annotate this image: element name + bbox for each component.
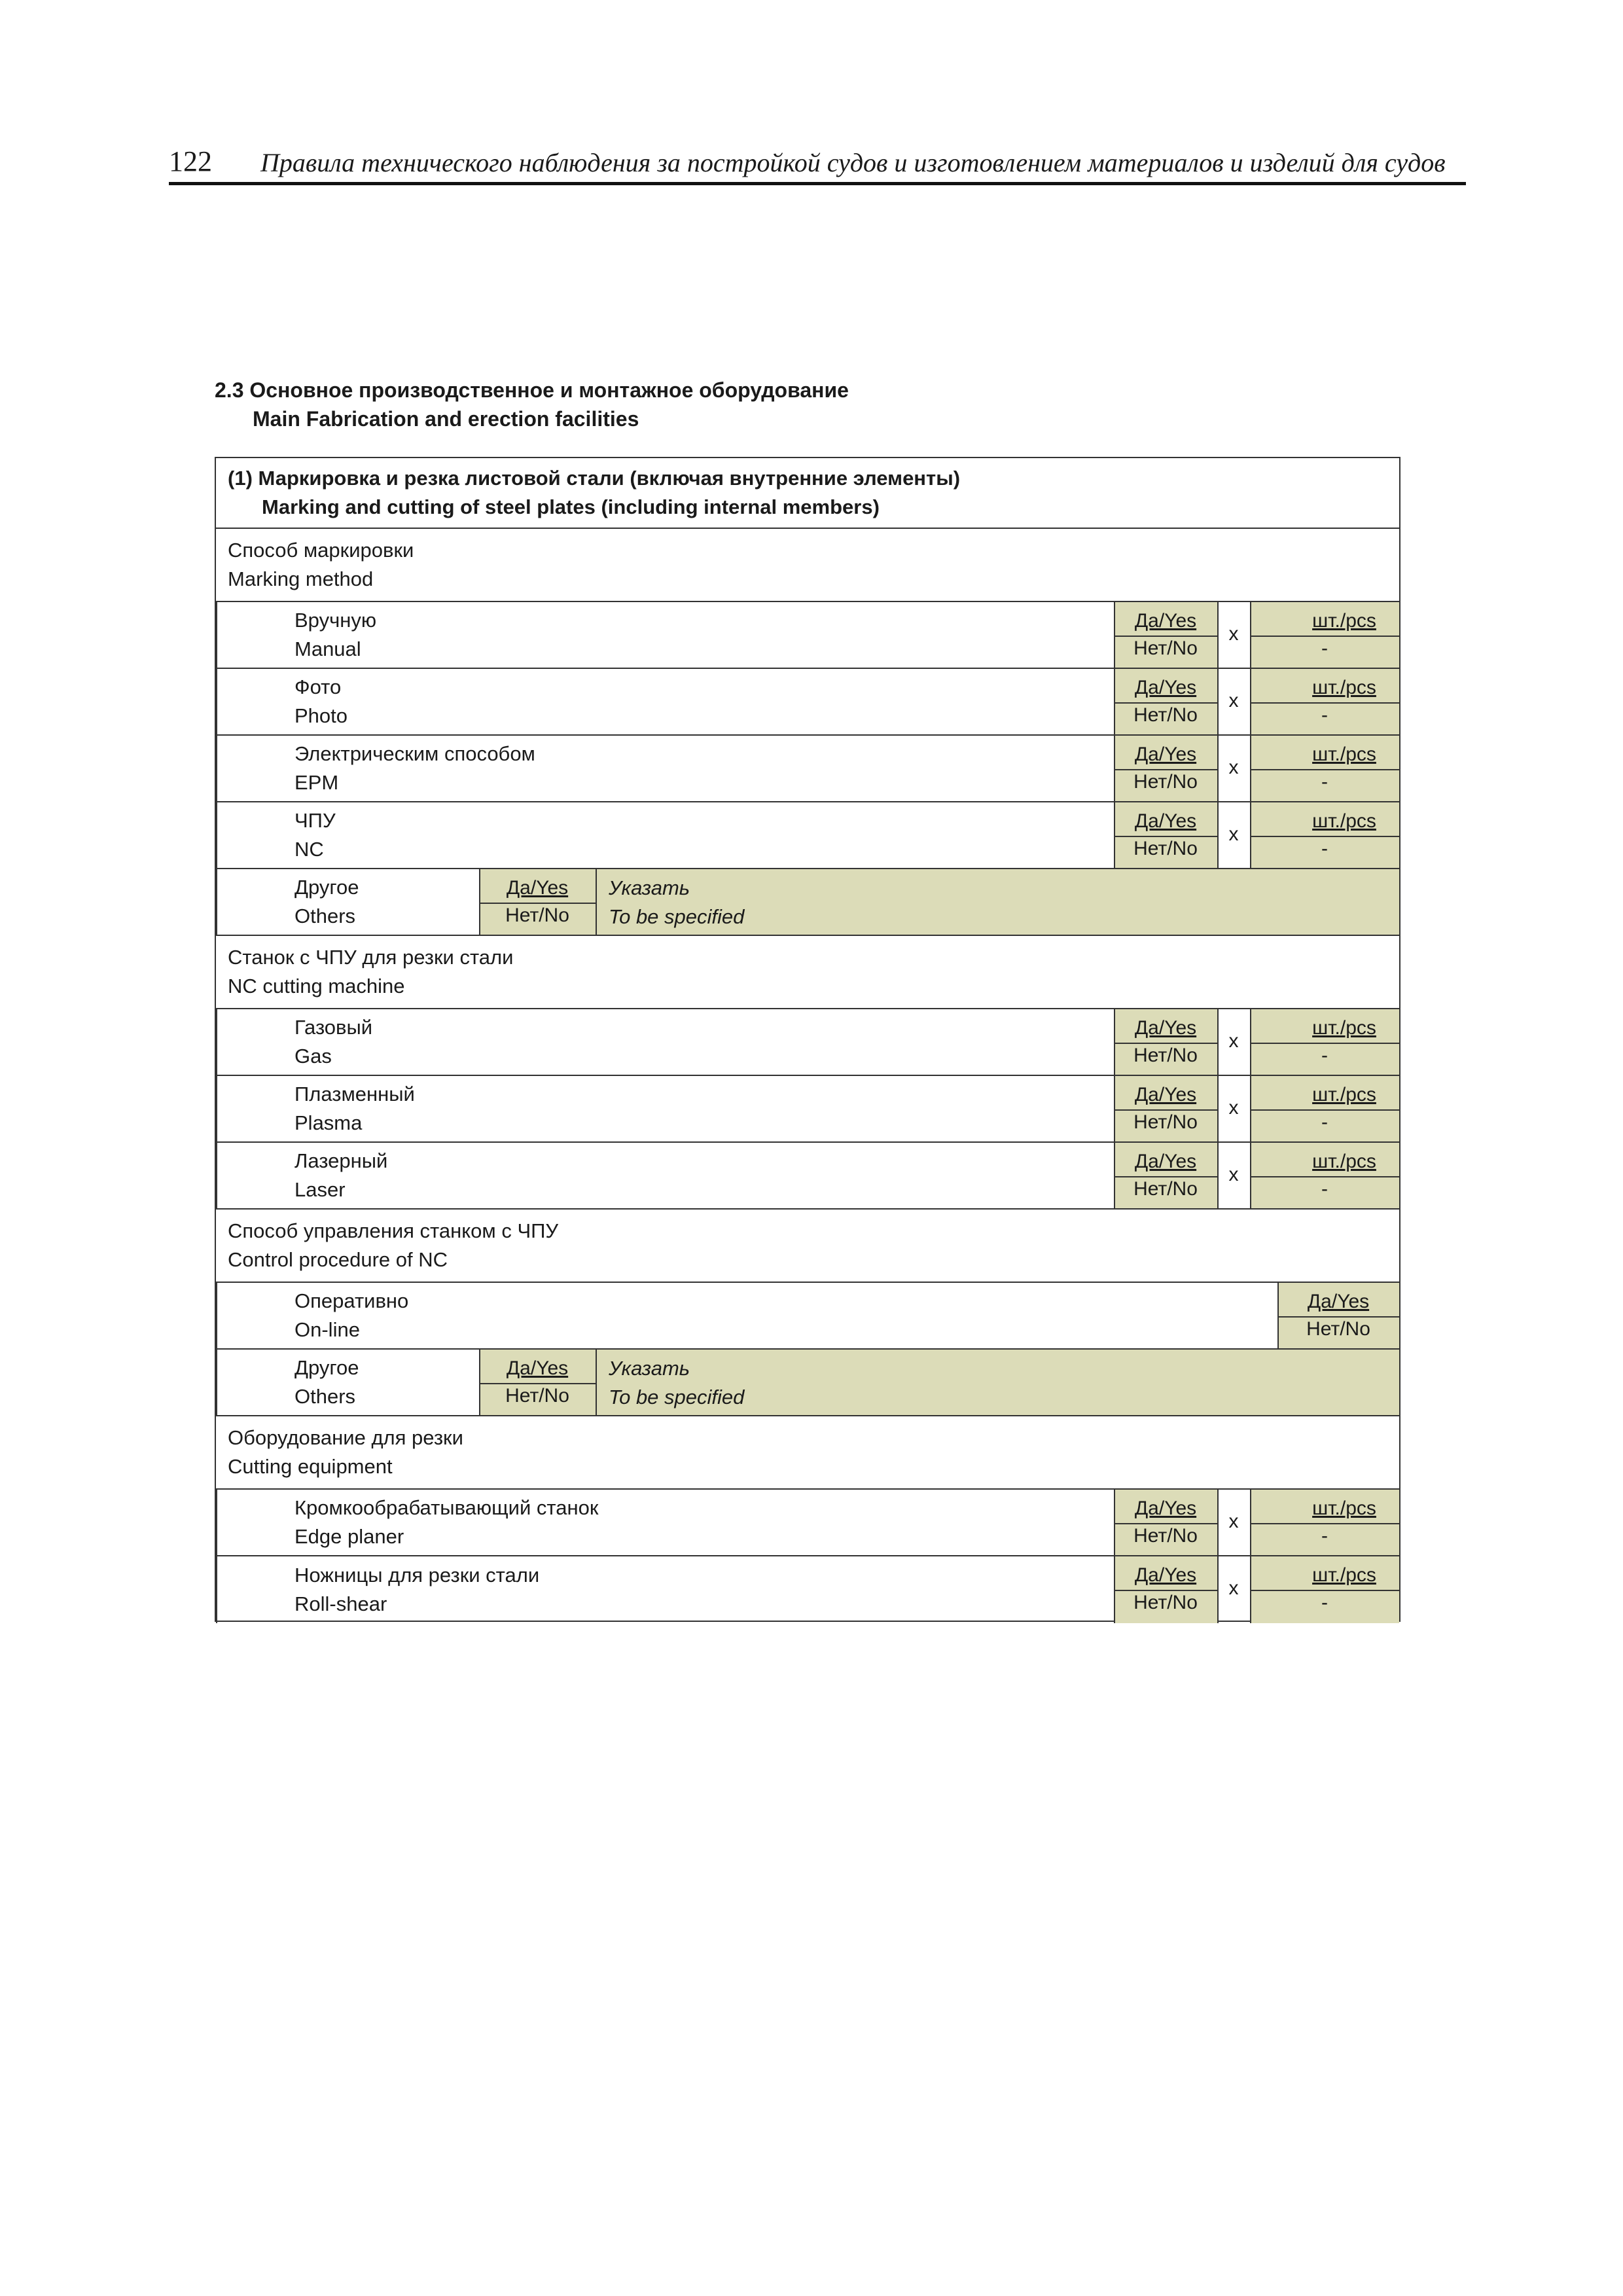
section-title (215, 376, 849, 433)
yes-option[interactable]: Да/Yes (1134, 610, 1197, 632)
item-label-en: Edge planer (294, 1525, 404, 1548)
item-label-ru: Ножницы для резки стали (294, 1564, 540, 1587)
item-row (216, 602, 1399, 669)
item-row (216, 1143, 1399, 1210)
no-option[interactable]: Нет/No (1133, 838, 1198, 859)
item-label (294, 1287, 408, 1344)
item-label-ru: Другое (294, 876, 359, 899)
yes-option[interactable]: Да/Yes (1134, 1017, 1197, 1039)
running-title: Правила технического наблюдения за постройкой судов и изготовлением материалов и изделий для судов (260, 148, 1446, 177)
multiply-sign: x (1228, 1097, 1239, 1119)
item-label (294, 873, 359, 931)
item-label-ru: ЧПУ (294, 809, 336, 832)
multiply-sign: x (1228, 690, 1239, 711)
unit-label: шт./pcs (1312, 744, 1376, 765)
count-value[interactable]: - (1321, 637, 1328, 659)
yes-option[interactable]: Да/Yes (1134, 1564, 1197, 1586)
indent-border (216, 1143, 217, 1208)
count-value[interactable]: - (1321, 1525, 1328, 1547)
indent-border (216, 1076, 217, 1141)
unit-label: шт./pcs (1312, 1498, 1376, 1519)
item-label (294, 673, 348, 730)
count-value[interactable]: - (1321, 838, 1328, 859)
group-label-en: Marking method (228, 567, 374, 590)
yes-option[interactable]: Да/Yes (1134, 677, 1197, 698)
indent-border (216, 736, 217, 801)
multiply-sign: x (1228, 1164, 1239, 1185)
section-title-en: Main Fabrication and erection facilities (253, 407, 639, 431)
count-value[interactable]: - (1321, 1592, 1328, 1613)
item-row (216, 1556, 1399, 1623)
item-label-en: Laser (294, 1178, 346, 1201)
group-label (228, 1424, 463, 1481)
section-title-ru: 2.3 Основное производственное и монтажное оборудование (215, 378, 849, 402)
no-option[interactable]: Нет/No (1306, 1318, 1370, 1340)
item-label (294, 1561, 539, 1619)
item-label-en: EPM (294, 771, 339, 794)
item-row (216, 1283, 1399, 1350)
unit-label: шт./pcs (1312, 1084, 1376, 1105)
group-label-en: Cutting equipment (228, 1455, 393, 1478)
indent-border (216, 1556, 217, 1623)
multiply-sign: x (1228, 823, 1239, 845)
yes-option[interactable]: Да/Yes (506, 877, 569, 899)
group-label (228, 536, 414, 594)
item-label (294, 1147, 387, 1204)
unit-label: шт./pcs (1312, 677, 1376, 698)
count-value[interactable]: - (1321, 771, 1328, 793)
item-label-ru: Электрическим способом (294, 742, 535, 765)
unit-label: шт./pcs (1312, 1564, 1376, 1586)
no-option[interactable]: Нет/No (1133, 1045, 1198, 1066)
yes-option[interactable]: Да/Yes (1307, 1291, 1370, 1312)
multiply-sign: x (1228, 1030, 1239, 1052)
facilities-form (215, 457, 1400, 1622)
item-label (294, 1354, 359, 1411)
item-label-en: Others (294, 905, 356, 927)
item-row (216, 802, 1399, 869)
form-heading (228, 464, 960, 522)
no-option[interactable]: Нет/No (1133, 1525, 1198, 1547)
form-heading-row (216, 458, 1399, 529)
item-label-en: On-line (294, 1318, 360, 1341)
item-row (216, 1490, 1399, 1556)
specify-label-ru: Указать (609, 876, 690, 899)
group-label-ru: Станок с ЧПУ для резки стали (228, 946, 514, 969)
form-heading-en: Marking and cutting of steel plates (including internal members) (262, 495, 880, 518)
item-row (216, 1350, 1399, 1416)
indent-border (216, 802, 217, 868)
yes-option[interactable]: Да/Yes (1134, 1498, 1197, 1519)
item-label-ru: Другое (294, 1356, 359, 1379)
no-option[interactable]: Нет/No (1133, 1592, 1198, 1613)
item-label-ru: Лазерный (294, 1149, 388, 1172)
no-option[interactable]: Нет/No (1133, 1111, 1198, 1133)
item-row (216, 669, 1399, 736)
count-value[interactable]: - (1321, 704, 1328, 726)
indent-border (216, 669, 217, 734)
unit-label: шт./pcs (1312, 810, 1376, 832)
item-label (294, 1013, 372, 1071)
yes-option[interactable]: Да/Yes (1134, 1151, 1197, 1172)
indent-border (216, 602, 217, 668)
group-label-ru: Оборудование для резки (228, 1426, 463, 1449)
yes-option[interactable]: Да/Yes (1134, 1084, 1197, 1105)
no-option[interactable]: Нет/No (505, 1385, 569, 1407)
item-label (294, 1494, 598, 1551)
count-value[interactable]: - (1321, 1111, 1328, 1133)
group-row (216, 1210, 1399, 1283)
specify-label (609, 1354, 744, 1412)
multiply-sign: x (1228, 1511, 1239, 1532)
item-row (216, 736, 1399, 802)
item-label-en: Photo (294, 704, 348, 727)
item-label-ru: Фото (294, 675, 342, 698)
no-option[interactable]: Нет/No (1133, 637, 1198, 659)
form-heading-ru: (1) Маркировка и резка листовой стали (включая внутренние элементы) (228, 467, 961, 490)
unit-label: шт./pcs (1312, 610, 1376, 632)
group-label-en: Control procedure of NC (228, 1248, 448, 1271)
indent-border (216, 869, 217, 935)
group-label-ru: Способ управления станком с ЧПУ (228, 1219, 559, 1242)
item-label-en: Manual (294, 637, 361, 660)
group-label (228, 943, 513, 1001)
unit-label: шт./pcs (1312, 1151, 1376, 1172)
item-label (294, 1080, 415, 1138)
indent-border (216, 1490, 217, 1555)
no-option[interactable]: Нет/No (505, 905, 569, 926)
yes-option[interactable]: Да/Yes (1134, 810, 1197, 832)
indent-border (216, 1350, 217, 1415)
item-row (216, 1009, 1399, 1076)
item-row (216, 869, 1399, 936)
multiply-sign: x (1228, 623, 1239, 645)
item-label-ru: Газовый (294, 1016, 373, 1039)
group-label-ru: Способ маркировки (228, 539, 414, 562)
item-label-ru: Плазменный (294, 1083, 415, 1105)
item-label-en: Others (294, 1385, 356, 1408)
group-row (216, 936, 1399, 1009)
item-label-en: NC (294, 838, 324, 861)
indent-border (216, 1283, 217, 1348)
yes-option[interactable]: Да/Yes (506, 1357, 569, 1379)
item-label-ru: Вручную (294, 609, 377, 632)
item-label-en: Gas (294, 1045, 332, 1067)
count-value[interactable]: - (1321, 1045, 1328, 1066)
item-label-en: Roll-shear (294, 1592, 387, 1615)
specify-label-en: To be specified (609, 1386, 745, 1408)
no-option[interactable]: Нет/No (1133, 1178, 1198, 1200)
item-row (216, 1076, 1399, 1143)
count-value[interactable]: - (1321, 1178, 1328, 1200)
group-row (216, 1416, 1399, 1490)
specify-label-ru: Указать (609, 1357, 690, 1380)
item-label-ru: Кромкообрабатывающий станок (294, 1496, 599, 1519)
page-header (169, 140, 1466, 185)
group-label-en: NC cutting machine (228, 975, 405, 997)
specify-label (609, 874, 744, 931)
no-option[interactable]: Нет/No (1133, 771, 1198, 793)
specify-label-en: To be specified (609, 905, 745, 928)
multiply-sign: x (1228, 1577, 1239, 1599)
unit-label: шт./pcs (1312, 1017, 1376, 1039)
group-row (216, 529, 1399, 602)
item-label (294, 806, 336, 864)
yes-option[interactable]: Да/Yes (1134, 744, 1197, 765)
item-label (294, 606, 376, 664)
no-option[interactable]: Нет/No (1133, 704, 1198, 726)
item-label-en: Plasma (294, 1111, 363, 1134)
indent-border (216, 1009, 217, 1075)
page-number: 122 (169, 145, 212, 177)
item-label-ru: Оперативно (294, 1289, 409, 1312)
item-label (294, 740, 535, 797)
group-label (228, 1217, 558, 1274)
multiply-sign: x (1228, 757, 1239, 778)
